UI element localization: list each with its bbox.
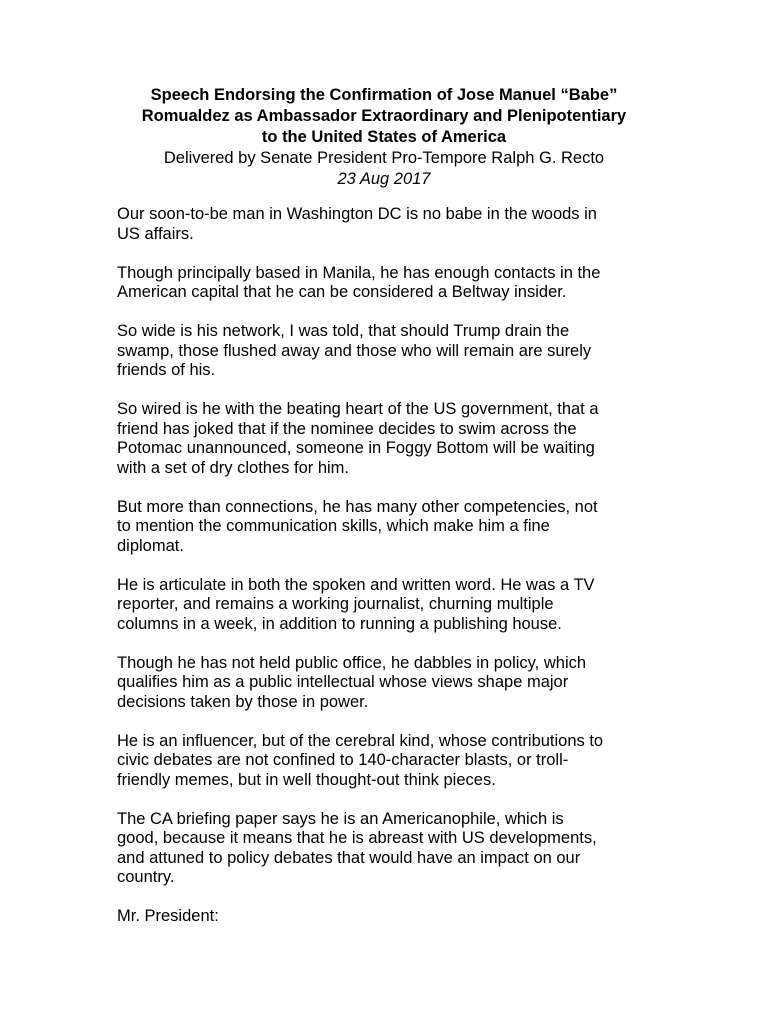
paragraph-line: American capital that he can be considered a Beltway insider. xyxy=(117,283,567,301)
title-line-2: Romualdez as Ambassador Extraordinary and Plenipotentiary xyxy=(141,107,627,125)
paragraph-line: good, because it means that he is abreast with US developments, xyxy=(117,829,597,847)
paragraph-line: He is an influencer, but of the cerebral kind, whose contributions to xyxy=(117,731,604,750)
paragraph-line: columns in a week, in addition to running a publishing house. xyxy=(117,614,562,633)
paragraph-line: So wide is his network, I was told, that should Trump drain the xyxy=(117,322,570,340)
paragraph xyxy=(117,400,677,478)
paragraph-line: to mention the communication skills, which make him a fine xyxy=(117,517,550,535)
paragraph-line: decisions taken by those in power. xyxy=(117,692,369,711)
speech-date: 23 Aug 2017 xyxy=(337,170,431,188)
paragraph xyxy=(117,498,677,557)
paragraph-line: and attuned to policy debates that would have an impact on our xyxy=(117,848,581,867)
paragraph-line: friends of his. xyxy=(117,361,216,379)
paragraph xyxy=(117,907,677,927)
paragraph-line: qualifies him as a public intellectual whose views shape major xyxy=(117,673,569,691)
paragraph-line: Though he has not held public office, he dabbles in policy, which xyxy=(117,653,587,672)
paragraph-line: friend has joked that if the nominee decides to swim across the xyxy=(117,419,577,438)
paragraph-line: diplomat. xyxy=(117,536,184,555)
paragraph-line: Our soon-to-be man in Washington DC is no babe in the woods in xyxy=(117,205,597,223)
paragraph-line: The CA briefing paper says he is an Americanophile, which is xyxy=(117,809,564,828)
paragraph-line: civic debates are not confined to 140-character blasts, or troll- xyxy=(117,751,569,769)
byline: Delivered by Senate President Pro-Tempore Ralph G. Recto xyxy=(163,149,605,167)
paragraph-line: So wired is he with the beating heart of the US government, that a xyxy=(117,400,599,418)
paragraph-line: He is articulate in both the spoken and written word. He was a TV xyxy=(117,575,595,594)
paragraph-line: reporter, and remains a working journalist, churning multiple xyxy=(117,595,554,613)
paragraph xyxy=(117,732,677,791)
paragraph xyxy=(117,264,677,303)
paragraph-line: friendly memes, but in well thought-out think pieces. xyxy=(117,770,496,789)
paragraph-line: with a set of dry clothes for him. xyxy=(117,458,350,477)
paragraph-line: Though principally based in Manila, he has enough contacts in the xyxy=(117,263,601,282)
paragraph xyxy=(117,205,677,244)
paragraph-line: But more than connections, he has many other competencies, not xyxy=(117,497,598,516)
speech-body xyxy=(117,205,677,946)
paragraph-line: swamp, those flushed away and those who will remain are surely xyxy=(117,341,592,360)
paragraph xyxy=(117,654,677,713)
paragraph-line: Mr. President: xyxy=(117,907,219,925)
paragraph xyxy=(117,810,677,888)
paragraph xyxy=(117,576,677,635)
paragraph xyxy=(117,322,677,381)
paragraph-line: country. xyxy=(117,868,175,886)
title-line-1: Speech Endorsing the Confirmation of Jose Manuel “Babe” xyxy=(150,86,618,104)
paragraph-line: US affairs. xyxy=(117,224,194,243)
paragraph-line: Potomac unannounced, someone in Foggy Bottom will be waiting xyxy=(117,439,595,457)
title-line-3: to the United States of America xyxy=(261,128,507,146)
document-header xyxy=(80,85,688,190)
